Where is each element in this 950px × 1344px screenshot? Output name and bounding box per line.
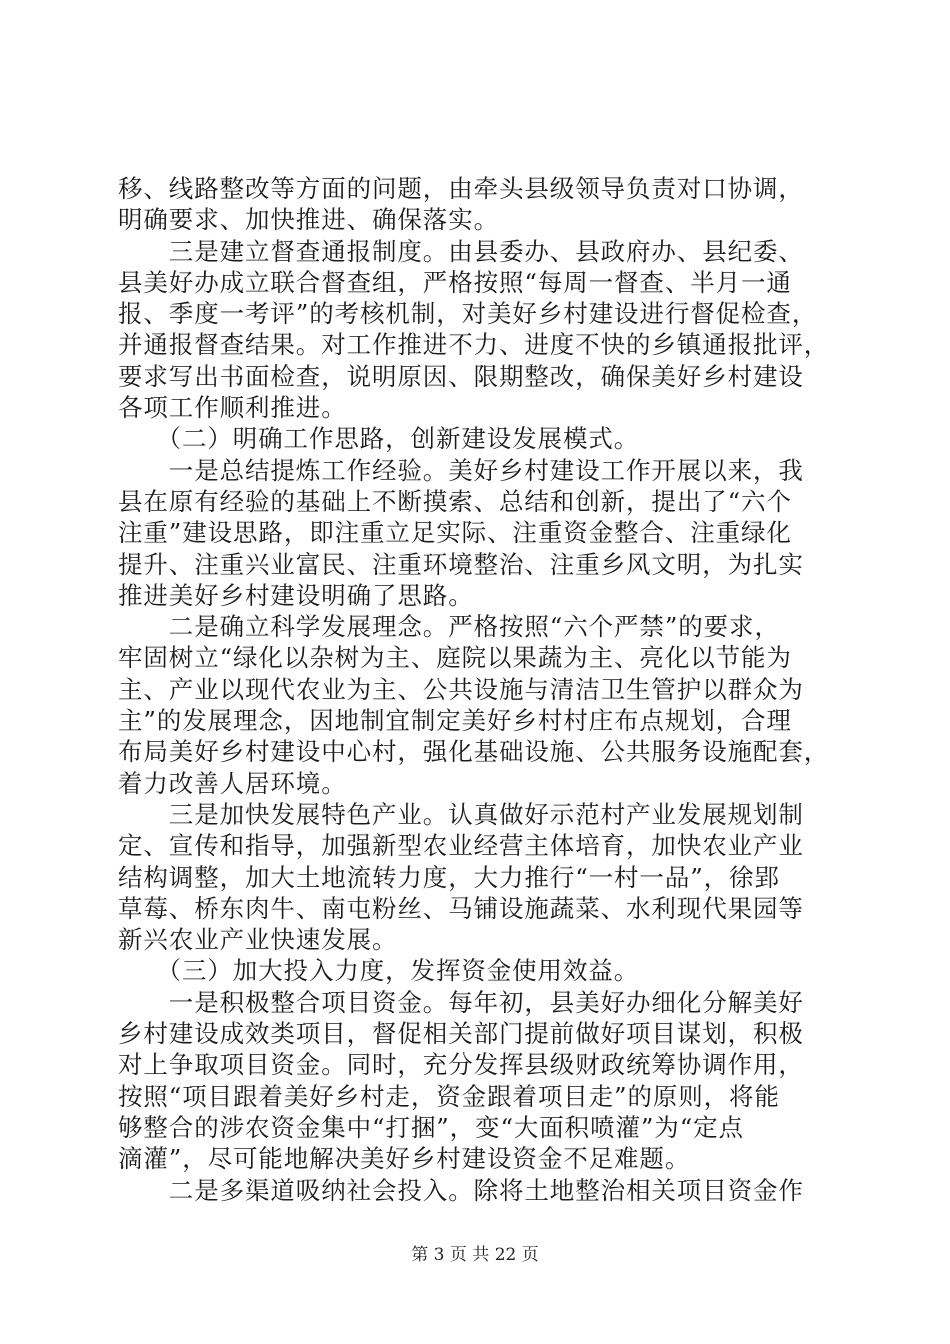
text-line: （二）明确工作思路，创新建设发展模式。	[118, 424, 640, 454]
text-line: 布局美好乡村建设中心村，强化基础设施、公共服务设施配套，	[118, 737, 830, 767]
text-line: 县在原有经验的基础上不断摸索、总结和创新，提出了“六个	[118, 486, 792, 516]
text-line: 推进美好乡村建设明确了思路。	[118, 580, 474, 610]
page-footer: 第 3 页 共 22 页	[411, 1245, 539, 1265]
text-line: 乡村建设成效类项目，督促相关部门提前做好项目谋划，积极	[118, 1019, 804, 1049]
text-line: 要求写出书面检查，说明原因、限期整改，确保美好乡村建设	[118, 361, 804, 391]
text-line: 各项工作顺利推进。	[118, 393, 347, 423]
text-line: 二是确立科学发展理念。严格按照“六个严禁”的要求，	[118, 612, 780, 642]
text-line: 着力改善人居环境。	[118, 768, 347, 798]
text-line: 牢固树立“绿化以杂树为主、庭院以果蔬为主、亮化以节能为	[118, 643, 792, 673]
text-line: 对上争取项目资金。同时，充分发挥县级财政统筹协调作用，	[118, 1050, 804, 1080]
text-line: 一是总结提炼工作经验。美好乡村建设工作开展以来，我	[118, 455, 804, 485]
text-line: 并通报督查结果。对工作推进不力、进度不快的乡镇通报批评，	[118, 330, 830, 360]
text-line: 主”的发展理念，因地制宜制定美好乡村村庄布点规划，合理	[118, 706, 792, 736]
text-line: 按照“项目跟着美好乡村走，资金跟着项目走”的原则，将能	[118, 1081, 780, 1111]
text-line: 县美好办成立联合督查组，严格按照“每周一督查、半月一通	[118, 267, 792, 297]
text-line: 注重”建设思路，即注重立足实际、注重资金整合、注重绿化	[118, 518, 792, 548]
text-line: 定、宣传和指导，加强新型农业经营主体培育，加快农业产业	[118, 831, 804, 861]
text-line: 明确要求、加快推进、确保落实。	[118, 205, 499, 235]
document-body	[118, 173, 834, 1206]
text-line: 新兴农业产业快速发展。	[118, 925, 398, 955]
text-line: （三）加大投入力度，发挥资金使用效益。	[118, 956, 640, 986]
text-line: 一是积极整合项目资金。每年初，县美好办细化分解美好	[118, 987, 804, 1017]
text-line: 报、季度一考评”的考核机制，对美好乡村建设进行督促检查，	[118, 299, 818, 329]
text-line: 移、线路整改等方面的问题，由牵头县级领导负责对口协调，	[118, 174, 804, 203]
text-line: 草莓、桥东肉牛、南屯粉丝、马铺设施蔬菜、水利现代果园等	[118, 893, 804, 923]
text-line: 三是建立督查通报制度。由县委办、县政府办、县纪委、	[118, 236, 804, 266]
text-line: 二是多渠道吸纳社会投入。除将土地整治相关项目资金作	[118, 1175, 804, 1205]
text-line: 三是加快发展特色产业。认真做好示范村产业发展规划制	[118, 799, 804, 829]
text-line: 滴灌”，尽可能地解决美好乡村建设资金不足难题。	[118, 1144, 691, 1174]
text-line: 结构调整，加大土地流转力度，大力推行“一村一品”，徐郢	[118, 862, 780, 892]
text-line: 主、产业以现代农业为主、公共设施与清洁卫生管护以群众为	[118, 674, 804, 704]
text-line: 够整合的涉农资金集中“打捆”，变“大面积喷灌”为“定点	[118, 1112, 744, 1142]
text-line: 提升、注重兴业富民、注重环境整治、注重乡风文明，为扎实	[118, 549, 804, 579]
